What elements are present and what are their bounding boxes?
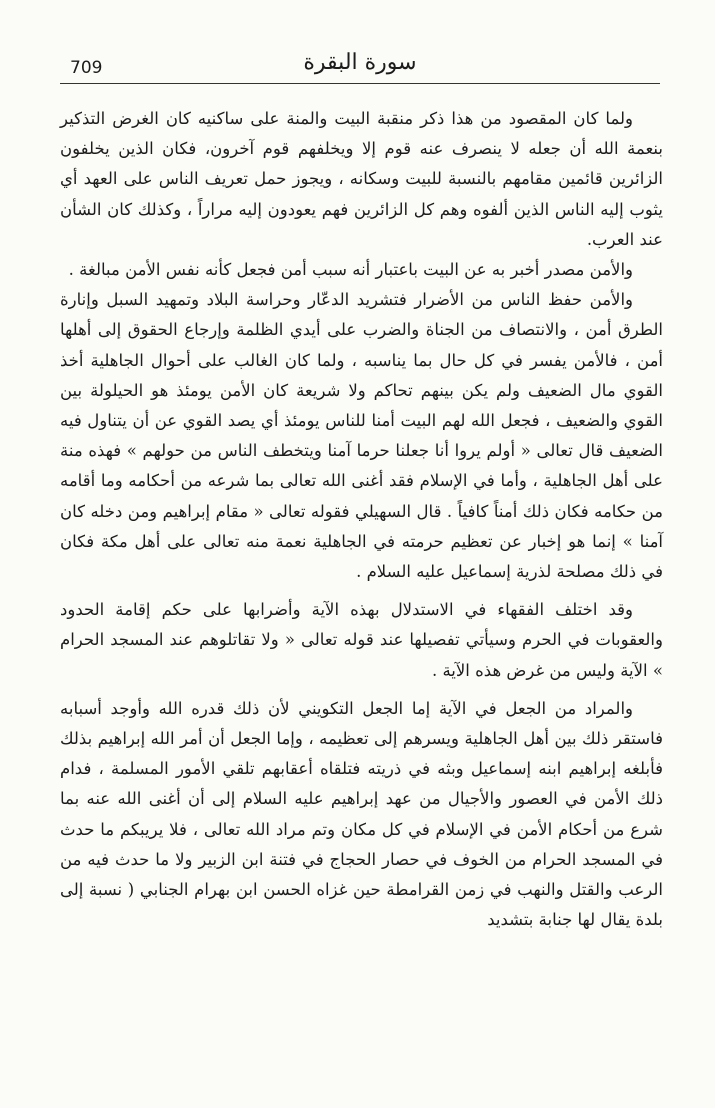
paragraph: والأمن مصدر أخبر به عن البيت باعتبار أنه سبب أمن فجعل كأنه نفس الأمن مبالغة . xyxy=(68,260,633,280)
paragraph: وقد اختلف الفقهاء في الاستدلال بهذه الآية وأضرابها على حكم إقامة الحدود والعقوبات في الحرم وسيأتي تفصيلها عند قوله تعالى « ولا تقاتلوهم عند المسجد الحرام » الآية وليس من غرض هذه الآية . xyxy=(60,600,663,680)
surah-title: سورة البقرة xyxy=(303,50,417,75)
paragraph: والمراد من الجعل في الآية إما الجعل التكويني لأن ذلك قدره الله وأوجد أسبابه فاستقر ذلك بين أهل الجاهلية ويسرهم إلى تعظيمه ، وإما الجعل أن أمر الله إبراهيم بذلك فأبلغه إبراهيم ابنه إسماعيل وبثه في ذريته فتلقاه أعقابهم تلقي الأمور المسلمة ، فدام ذلك الأمن في العصور والأجيال من عهد إبراهيم عليه السلام إلى أن أغنى الله عنه بما شرع من أحكام الأمن في الإسلام في كل مكان وتم مراد الله تعالى ، فلا يريبكم ما حدث في المسجد الحرام من الخوف في حصار الحجاج في فتنة ابن الزبير ولا ما حدث فيه من الرعب والقتل والنهب في زمن القرامطة حين غزاه الحسن ابن بهرام الجنابي ( نسبة إلى بلدة يقال لها جنابة بتشديد xyxy=(60,698,663,930)
paragraph: ولما كان المقصود من هذا ذكر منقبة البيت والمنة على ساكنيه كان الغرض التذكير بنعمة الله أن جعله لا ينصرف عنه قوم إلا ويخلفهم قوم آخرون، فكان الذين يخلفون الزائرين قائمين مقامهم بالنسبة للبيت وسكانه ، ويجوز حمل تعريف الناس على العهد أي يثوب إليه الناس الذين ألفوه وهم كل الزائرين فهم يعودون إليه مراراً ، وكذلك كان الشأن عند العرب. xyxy=(60,109,663,249)
paragraph: والأمن حفظ الناس من الأضرار فتشريد الدعّار وحراسة البلاد وتمهيد السبل وإنارة الطرق أمن ، والانتصاف من الجناة والضرب على أيدي الظلمة وإرجاع الحقوق إلى أهلها أمن ، فالأمن يفسر في كل حال بما يناسبه ، ولما كان الغالب على أحوال الجاهلية أخذ القوي مال الضعيف ولم يكن بينهم تحاكم ولا شريعة كان الأمن يومئذ هو الحيلولة بين القوي والضعيف ، فجعل الله لهم البيت أمنا للناس يومئذ أي يصد القوي عن أن يتناول فيه الضعيف قال تعالى « أولم يروا أنا جعلنا حرما آمنا ويتخطف الناس من حولهم » فهذه منة على أهل الجاهلية ، وأما في الإسلام فقد أغنى الله تعالى بما شرعه من أحكامه وما أقامه من حكامه فكان ذلك أمناً كافياً . قال السهيلي فقوله تعالى « مقام إبراهيم ومن دخله كان آمنا » إنما هو إخبار عن تعظيم حرمته في الجاهلية نعمة منه تعالى على أهل مكة فكان في ذلك مصلحة لذرية إسماعيل عليه السلام . xyxy=(60,290,663,582)
body-text xyxy=(60,104,663,935)
header-divider xyxy=(60,83,660,84)
page-number: 709 xyxy=(70,58,103,78)
page-header xyxy=(60,48,660,84)
